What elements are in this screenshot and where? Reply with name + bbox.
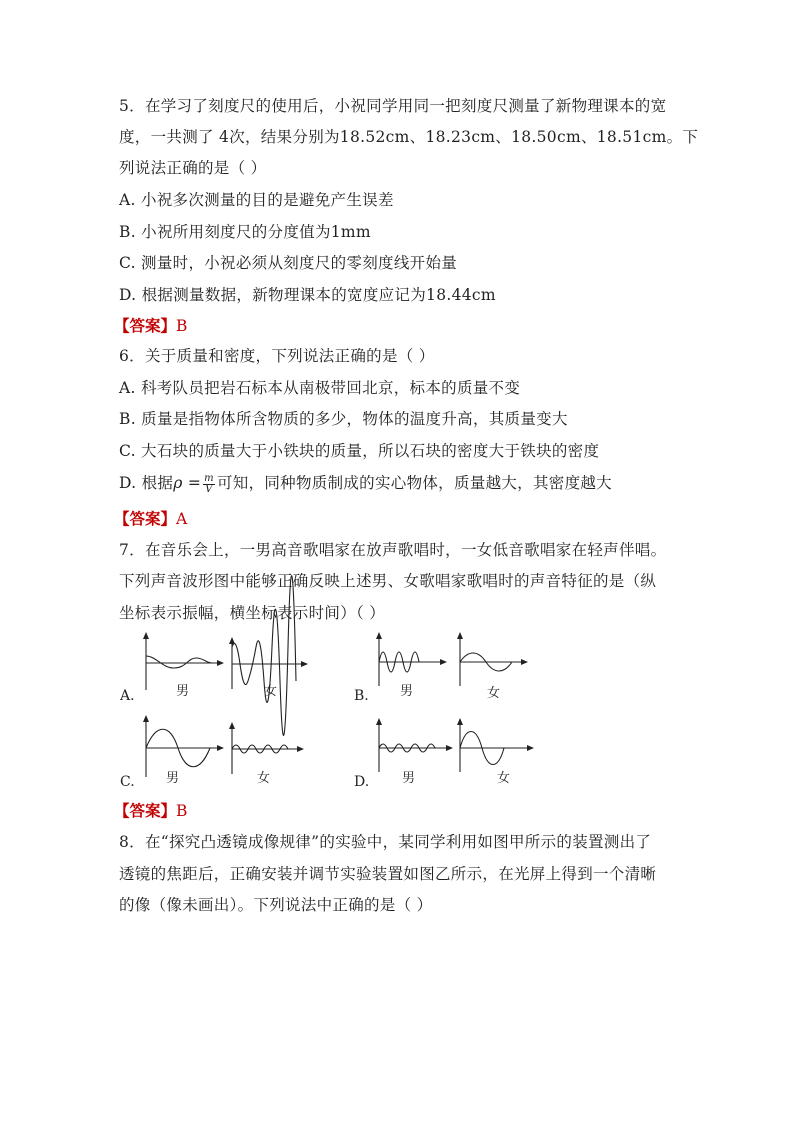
answer-label: 【答案】 xyxy=(114,509,177,528)
q6-answer-value: A xyxy=(176,510,188,528)
q7-answer xyxy=(114,801,187,821)
q7-line-3: 坐标表示振幅，横坐标表示时间）（ ） xyxy=(119,604,386,622)
fraction-denominator: V xyxy=(205,483,213,495)
q5-line-1: 5．在学习了刻度尺的使用后，小祝同学用同一把刻度尺测量了新物理课本的宽 xyxy=(119,97,667,115)
waveform-a-male xyxy=(138,632,228,692)
waveform-c-male xyxy=(138,715,228,780)
q7-c-female-label: 女 xyxy=(257,771,271,786)
waveform-d-male xyxy=(371,718,461,773)
waveform-b-female xyxy=(452,632,542,687)
q7-line-1: 7．在音乐会上，一男高音歌唱家在放声歌唱时，一女低音歌唱家在轻声伴唱。 xyxy=(119,541,667,559)
q6-line-1: 6．关于质量和密度，下列说法正确的是（ ） xyxy=(119,347,435,365)
q5-option-c: C. 测量时，小祝必须从刻度尺的零刻度线开始量 xyxy=(119,254,458,272)
q8-line-2: 透镜的焦距后，正确安装并调节实验装置如图乙所示，在光屏上得到一个清晰 xyxy=(119,865,657,883)
q8-line-1: 8．在“探究凸透镜成像规律”的实验中，某同学利用如图甲所示的装置测出了 xyxy=(119,833,652,851)
q5-option-b: B. 小祝所用刻度尺的分度值为1mm xyxy=(119,223,371,241)
waveform-c-female xyxy=(224,722,314,777)
mass-over-volume-fraction xyxy=(203,474,215,495)
answer-label: 【答案】 xyxy=(114,316,177,335)
q5-line-3: 列说法正确的是（ ） xyxy=(119,159,267,177)
q7-d-female-label: 女 xyxy=(497,771,511,786)
q5-option-a: A. 小祝多次测量的目的是避免产生误差 xyxy=(119,191,394,209)
q7-option-a-label: A. xyxy=(120,688,135,704)
q7-d-male-label: 男 xyxy=(402,771,416,786)
q7-answer-value: B xyxy=(176,802,188,820)
q7-option-d-label: D. xyxy=(354,774,370,790)
waveform-d-female xyxy=(452,718,542,773)
answer-label: 【答案】 xyxy=(114,801,177,820)
q7-b-female-label: 女 xyxy=(487,686,501,701)
fraction-numerator: m xyxy=(204,472,214,484)
q7-a-male-label: 男 xyxy=(176,684,190,699)
q5-answer-value: B xyxy=(176,317,188,335)
q5-answer xyxy=(114,316,187,336)
q6-option-a: A. 科考队员把岩石标本从南极带回北京，标本的质量不变 xyxy=(119,379,521,397)
waveform-b-male xyxy=(371,632,461,687)
q5-option-d: D. 根据测量数据，新物理课本的宽度应记为18.44cm xyxy=(119,286,496,304)
q6-option-d-suffix: 可知，同种物质制成的实心物体，质量越大，其密度越大 xyxy=(216,474,612,492)
rho-formula: ρ = xyxy=(173,474,202,492)
q6-option-d xyxy=(119,473,612,495)
q6-option-d-prefix: D. 根据 xyxy=(119,474,174,492)
q7-c-male-label: 男 xyxy=(166,771,180,786)
q6-option-b: B. 质量是指物体所含物质的多少，物体的温度升高，其质量变大 xyxy=(119,410,568,428)
q7-option-b-label: B. xyxy=(354,688,369,704)
q8-line-3: 的像（像未画出）。下列说法中正确的是（ ） xyxy=(119,896,433,914)
q7-line-2: 下列声音波形图中能够正确反映上述男、女歌唱家歌唱时的声音特征的是（纵 xyxy=(119,572,657,590)
q7-b-male-label: 男 xyxy=(400,684,414,699)
q7-option-c-label: C. xyxy=(120,774,135,790)
q7-a-female-label: 女 xyxy=(264,684,278,699)
q5-line-2: 度，一共测了 4次，结果分别为18.52cm、18.23cm、18.50cm、18.51cm。下 xyxy=(119,128,699,146)
q6-option-c: C. 大石块的质量大于小铁块的质量，所以石块的密度大于铁块的密度 xyxy=(119,442,600,460)
q6-answer xyxy=(114,509,187,529)
